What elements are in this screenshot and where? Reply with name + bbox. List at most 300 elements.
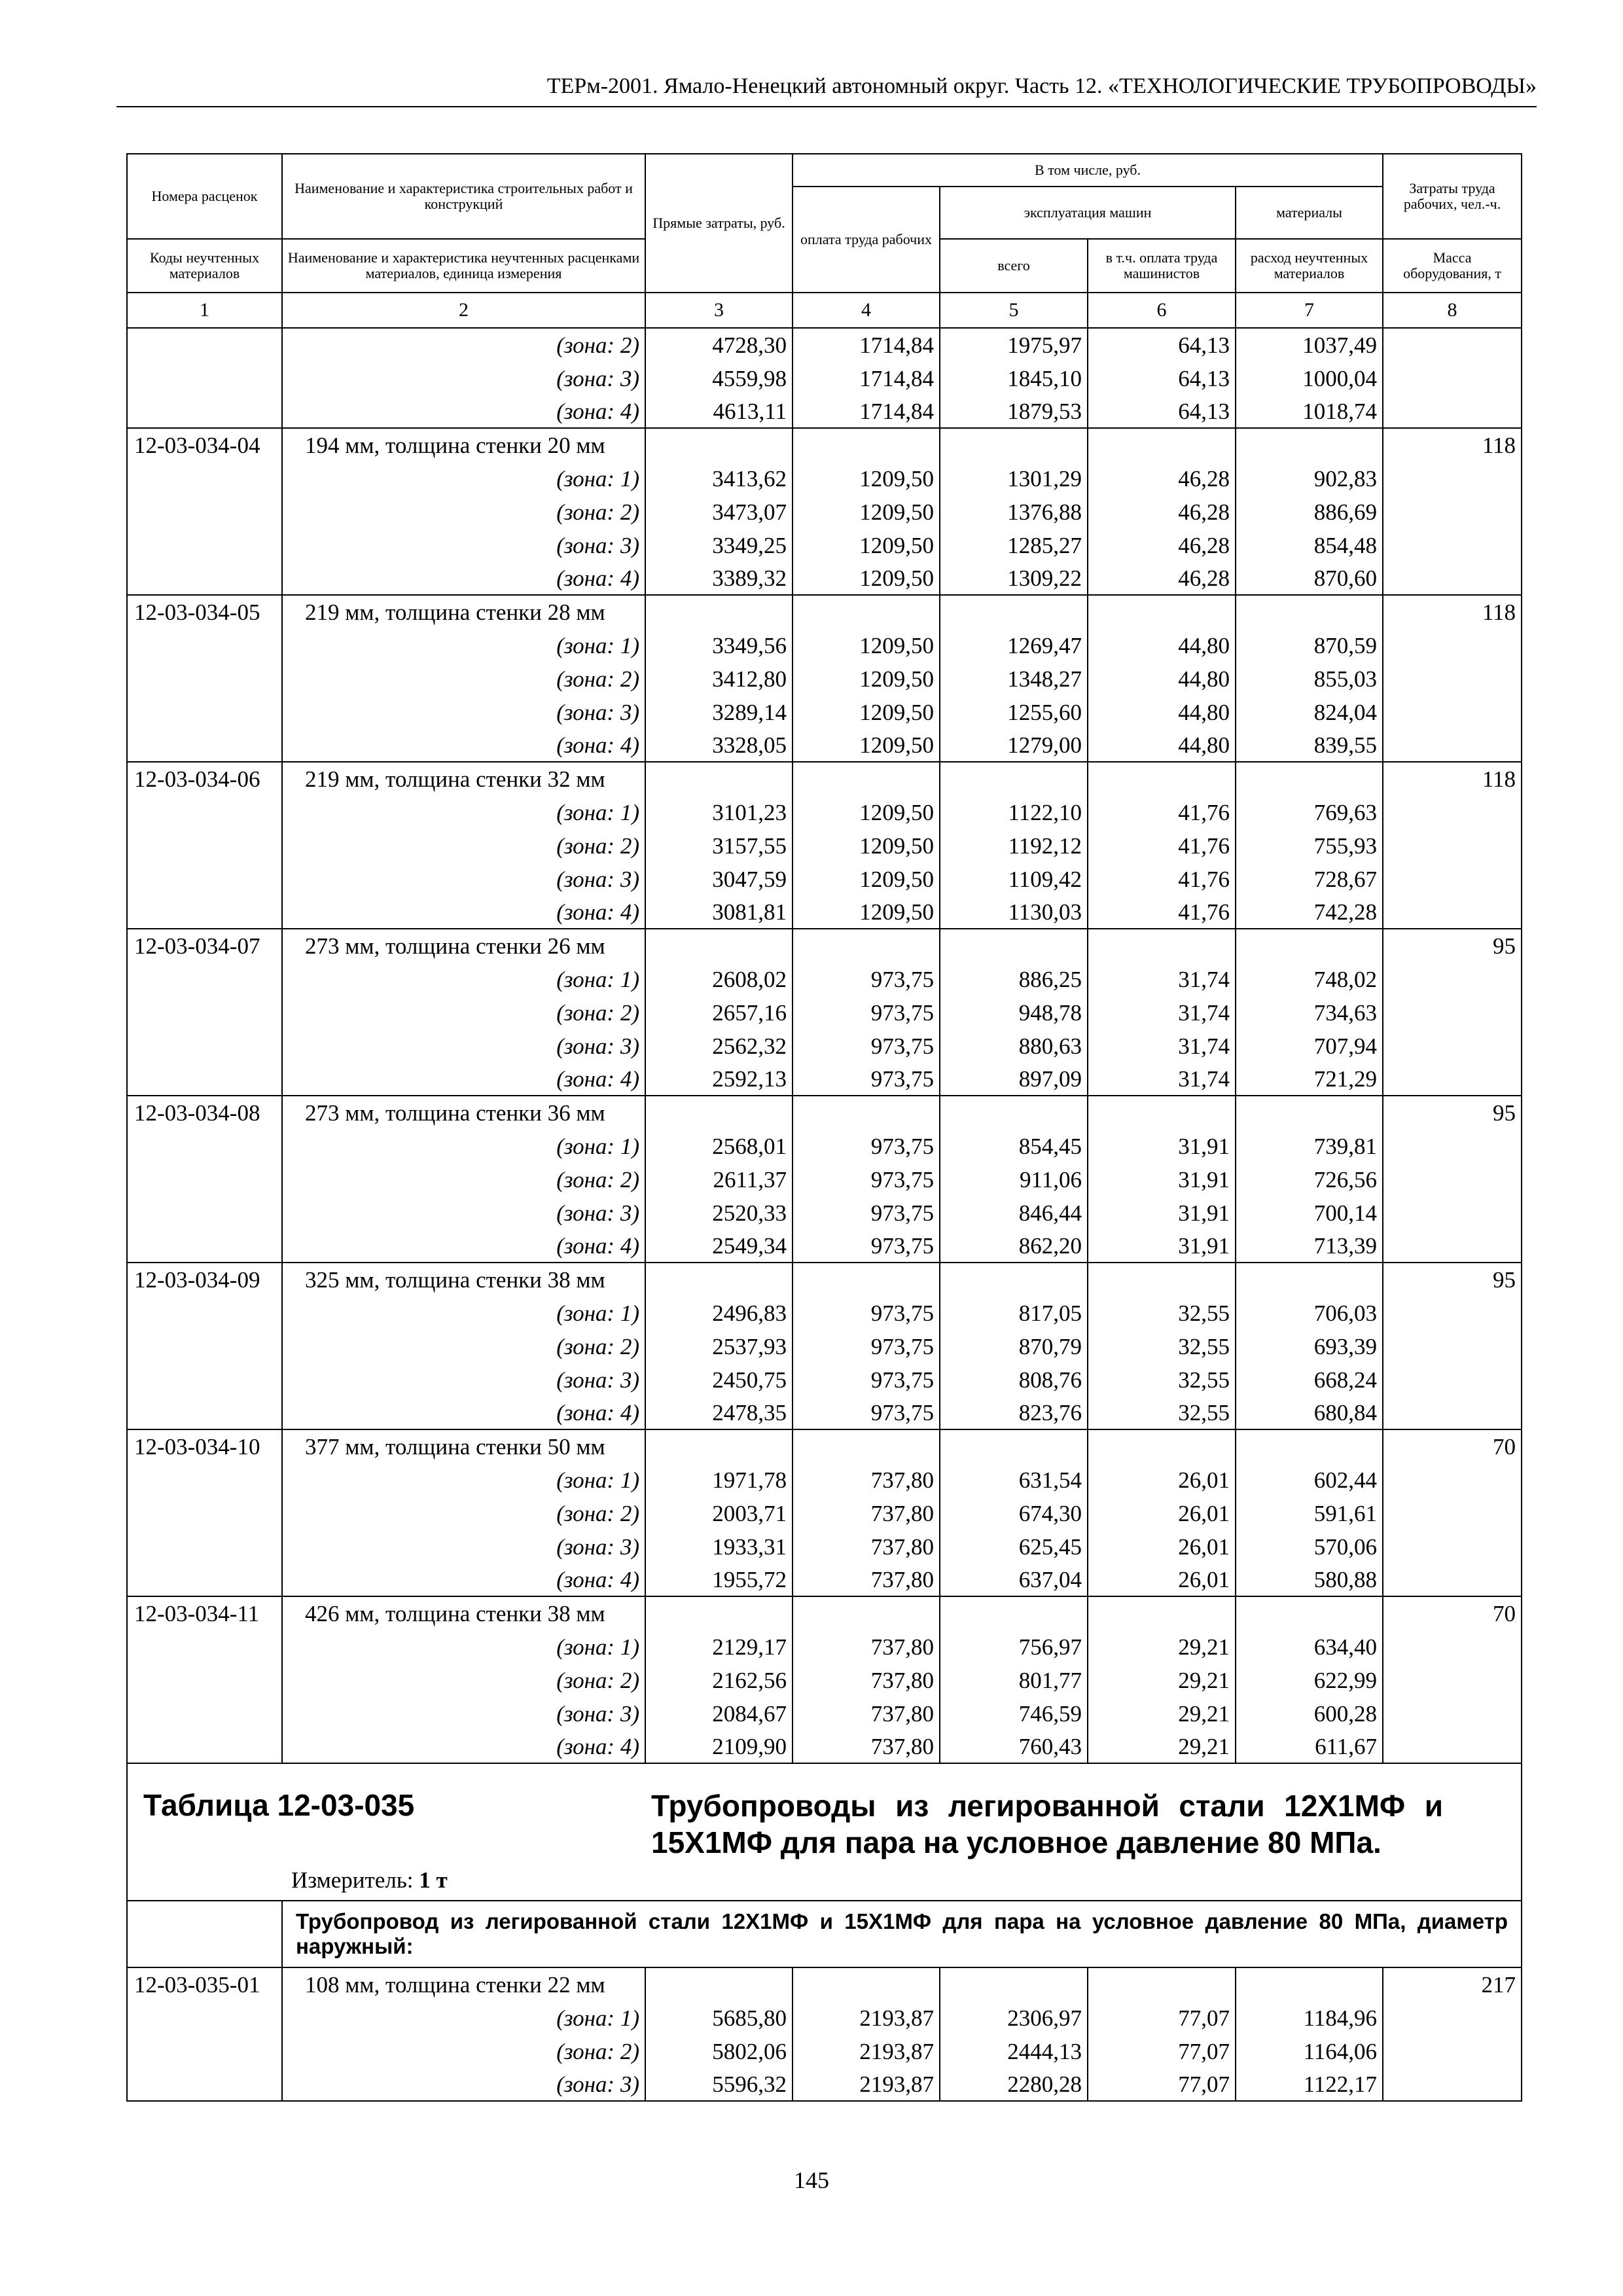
- zone-row: [127, 1530, 1522, 1563]
- machinist-wages: 46,28: [1088, 562, 1236, 595]
- zone-label: (зона: 4): [282, 1229, 645, 1263]
- table-header: [127, 154, 1522, 328]
- machinist-wages: 26,01: [1088, 1530, 1236, 1563]
- zone-row: [127, 862, 1522, 895]
- materials-cost: 707,94: [1236, 1029, 1383, 1062]
- zone-label: (зона: 2): [282, 1496, 645, 1530]
- wages-cost: 1714,84: [793, 361, 940, 395]
- empty-cell: [645, 428, 793, 461]
- direct-cost: 3473,07: [645, 495, 793, 528]
- machinist-wages: 26,01: [1088, 1496, 1236, 1530]
- machinist-wages: 29,21: [1088, 1663, 1236, 1696]
- direct-cost: 5596,32: [645, 2068, 793, 2101]
- zone-label: (зона: 2): [282, 1162, 645, 1196]
- empty-cell: [127, 2068, 282, 2101]
- empty-cell: [645, 595, 793, 628]
- materials-cost: 1000,04: [1236, 361, 1383, 395]
- zone-row: [127, 1496, 1522, 1530]
- empty-cell: [1383, 1696, 1522, 1730]
- col-labor: Затраты труда рабочих, чел.-ч.: [1383, 154, 1522, 239]
- empty-cell: [127, 1663, 282, 1696]
- wages-cost: 973,75: [793, 1162, 940, 1196]
- wages-cost: 973,75: [793, 1363, 940, 1396]
- empty-cell: [793, 1596, 940, 1630]
- empty-cell: [127, 695, 282, 728]
- machines-total: 1255,60: [940, 695, 1088, 728]
- materials-cost: 693,39: [1236, 1329, 1383, 1363]
- empty-cell: [127, 1563, 282, 1596]
- zone-row: [127, 361, 1522, 395]
- empty-cell: [793, 1096, 940, 1129]
- direct-cost: 3289,14: [645, 695, 793, 728]
- zone-row: [127, 795, 1522, 829]
- empty-cell: [127, 996, 282, 1029]
- zone-label: (зона: 3): [282, 1363, 645, 1396]
- wages-cost: 1209,50: [793, 728, 940, 762]
- empty-cell: [793, 1967, 940, 2001]
- empty-cell: [1236, 1596, 1383, 1630]
- wages-cost: 1209,50: [793, 862, 940, 895]
- direct-cost: 4559,98: [645, 361, 793, 395]
- machinist-wages: 32,55: [1088, 1296, 1236, 1329]
- col-mat-consumption: расход неучтенных материалов: [1236, 239, 1383, 293]
- empty-cell: [645, 762, 793, 795]
- empty-cell: [1383, 1229, 1522, 1263]
- zone-row: [127, 1663, 1522, 1696]
- item-header-row: [127, 595, 1522, 628]
- empty-cell: [1383, 2068, 1522, 2101]
- direct-cost: 2657,16: [645, 996, 793, 1029]
- zone-row: [127, 1563, 1522, 1596]
- zone-row: [127, 628, 1522, 662]
- machines-total: 1376,88: [940, 495, 1088, 528]
- col-in-total: В том числе, руб.: [793, 154, 1383, 187]
- empty-cell: [1383, 1396, 1522, 1429]
- empty-cell: [127, 962, 282, 996]
- zone-label: (зона: 3): [282, 695, 645, 728]
- col-number: 1: [127, 293, 282, 328]
- item-header-row: [127, 1263, 1522, 1296]
- direct-cost: 2549,34: [645, 1229, 793, 1263]
- wages-cost: 1209,50: [793, 528, 940, 562]
- empty-cell: [1383, 829, 1522, 862]
- empty-cell: [940, 428, 1088, 461]
- empty-cell: [940, 1429, 1088, 1463]
- empty-cell: [1383, 895, 1522, 929]
- materials-cost: 855,03: [1236, 662, 1383, 695]
- empty-cell: [1383, 695, 1522, 728]
- empty-cell: [1383, 795, 1522, 829]
- machines-total: 862,20: [940, 1229, 1088, 1263]
- machinist-wages: 64,13: [1088, 361, 1236, 395]
- wages-cost: 973,75: [793, 1296, 940, 1329]
- col-materials: материалы: [1236, 187, 1383, 239]
- machinist-wages: 41,76: [1088, 795, 1236, 829]
- item-code: 12-03-034-05: [127, 595, 282, 628]
- wages-cost: 1714,84: [793, 328, 940, 361]
- col-number: 5: [940, 293, 1088, 328]
- item-name: 325 мм, толщина стенки 38 мм: [282, 1263, 645, 1296]
- wages-cost: 737,80: [793, 1663, 940, 1696]
- machines-total: 1309,22: [940, 562, 1088, 595]
- wages-cost: 737,80: [793, 1730, 940, 1763]
- direct-cost: 3101,23: [645, 795, 793, 829]
- zone-label: (зона: 3): [282, 2068, 645, 2101]
- wages-cost: 737,80: [793, 1563, 940, 1596]
- zone-row: [127, 1162, 1522, 1196]
- col-mass: Масса оборудования, т: [1383, 239, 1522, 293]
- machinist-wages: 44,80: [1088, 728, 1236, 762]
- zone-label: (зона: 1): [282, 1129, 645, 1162]
- item-name: 219 мм, толщина стенки 32 мм: [282, 762, 645, 795]
- zone-row: [127, 328, 1522, 361]
- machines-total: 1269,47: [940, 628, 1088, 662]
- col-number: 2: [282, 293, 645, 328]
- zone-label: (зона: 2): [282, 1329, 645, 1363]
- empty-cell: [1088, 1596, 1236, 1630]
- zone-row: [127, 495, 1522, 528]
- empty-cell: [1383, 562, 1522, 595]
- zone-row: [127, 662, 1522, 695]
- wages-cost: 1714,84: [793, 395, 940, 428]
- empty-cell: [127, 795, 282, 829]
- materials-cost: 668,24: [1236, 1363, 1383, 1396]
- machines-total: 1879,53: [940, 395, 1088, 428]
- zone-label: (зона: 1): [282, 962, 645, 996]
- item-header-row: [127, 1596, 1522, 1630]
- col-name: Наименование и характеристика строительных работ и конструкций: [282, 154, 645, 239]
- wages-cost: 1209,50: [793, 662, 940, 695]
- materials-cost: 854,48: [1236, 528, 1383, 562]
- empty-cell: [127, 2001, 282, 2034]
- empty-cell: [127, 895, 282, 929]
- direct-cost: 4613,11: [645, 395, 793, 428]
- direct-cost: 2084,67: [645, 1696, 793, 1730]
- zone-label: (зона: 4): [282, 1730, 645, 1763]
- materials-cost: 713,39: [1236, 1229, 1383, 1263]
- machinist-wages: 41,76: [1088, 895, 1236, 929]
- machinist-wages: 64,13: [1088, 328, 1236, 361]
- zone-row: [127, 996, 1522, 1029]
- empty-cell: [1383, 1530, 1522, 1563]
- empty-cell: [127, 862, 282, 895]
- zone-label: (зона: 4): [282, 1396, 645, 1429]
- wages-cost: 1209,50: [793, 628, 940, 662]
- machines-total: 880,63: [940, 1029, 1088, 1062]
- empty-cell: [127, 562, 282, 595]
- empty-cell: [645, 1263, 793, 1296]
- empty-cell: [1383, 1296, 1522, 1329]
- empty-cell: [127, 1463, 282, 1496]
- empty-cell: [127, 1329, 282, 1363]
- materials-cost: 580,88: [1236, 1563, 1383, 1596]
- empty-cell: [1088, 929, 1236, 962]
- materials-cost: 902,83: [1236, 461, 1383, 495]
- wages-cost: 973,75: [793, 1129, 940, 1162]
- direct-cost: 3412,80: [645, 662, 793, 695]
- item-code: 12-03-034-10: [127, 1429, 282, 1463]
- direct-cost: 3081,81: [645, 895, 793, 929]
- zone-label: (зона: 3): [282, 1530, 645, 1563]
- empty-cell: [1088, 762, 1236, 795]
- empty-cell: [127, 461, 282, 495]
- empty-cell: [127, 1229, 282, 1263]
- zone-row: [127, 1363, 1522, 1396]
- empty-cell: [127, 395, 282, 428]
- empty-cell: [127, 1630, 282, 1663]
- materials-cost: 1122,17: [1236, 2068, 1383, 2101]
- labor-cost: 70: [1383, 1429, 1522, 1463]
- item-code: 12-03-035-01: [127, 1967, 282, 2001]
- wages-cost: 973,75: [793, 996, 940, 1029]
- empty-cell: [1236, 595, 1383, 628]
- direct-cost: 3328,05: [645, 728, 793, 762]
- empty-cell: [1088, 1967, 1236, 2001]
- direct-cost: 2496,83: [645, 1296, 793, 1329]
- direct-cost: 2537,93: [645, 1329, 793, 1363]
- machinist-wages: 77,07: [1088, 2001, 1236, 2034]
- machinist-wages: 29,21: [1088, 1696, 1236, 1730]
- empty-cell: [127, 1696, 282, 1730]
- col-mat-name: Наименование и характеристика неучтенных расценками материалов, единица измерения: [282, 239, 645, 293]
- empty-cell: [127, 528, 282, 562]
- machines-total: 631,54: [940, 1463, 1088, 1496]
- machines-total: 1845,10: [940, 361, 1088, 395]
- zone-row: [127, 895, 1522, 929]
- machinist-wages: 44,80: [1088, 662, 1236, 695]
- empty-cell: [127, 1129, 282, 1162]
- machines-total: 1122,10: [940, 795, 1088, 829]
- table-body-a: [127, 328, 1522, 1763]
- zone-row: [127, 2001, 1522, 2034]
- materials-cost: 726,56: [1236, 1162, 1383, 1196]
- empty-cell: [940, 1263, 1088, 1296]
- direct-cost: 2003,71: [645, 1496, 793, 1530]
- labor-cost: 118: [1383, 762, 1522, 795]
- page-number: 145: [794, 2167, 829, 2193]
- zone-row: [127, 1129, 1522, 1162]
- zone-label: (зона: 1): [282, 795, 645, 829]
- machines-total: 823,76: [940, 1396, 1088, 1429]
- zone-row: [127, 1463, 1522, 1496]
- machines-total: 625,45: [940, 1530, 1088, 1563]
- item-code: 12-03-034-04: [127, 428, 282, 461]
- item-name: 194 мм, толщина стенки 20 мм: [282, 428, 645, 461]
- machines-total: 1130,03: [940, 895, 1088, 929]
- machinist-wages: 31,74: [1088, 1029, 1236, 1062]
- wages-cost: 737,80: [793, 1463, 940, 1496]
- col-number: 4: [793, 293, 940, 328]
- item-code: 12-03-034-07: [127, 929, 282, 962]
- zone-label: (зона: 1): [282, 1463, 645, 1496]
- item-code: 12-03-034-06: [127, 762, 282, 795]
- direct-cost: 2592,13: [645, 1062, 793, 1096]
- empty-cell: [1383, 2001, 1522, 2034]
- materials-cost: 1164,06: [1236, 2034, 1383, 2068]
- empty-cell: [1236, 929, 1383, 962]
- wages-cost: 1209,50: [793, 495, 940, 528]
- wages-cost: 1209,50: [793, 829, 940, 862]
- materials-cost: 600,28: [1236, 1696, 1383, 1730]
- machines-total: 746,59: [940, 1696, 1088, 1730]
- wages-cost: 1209,50: [793, 895, 940, 929]
- machines-total: 846,44: [940, 1196, 1088, 1229]
- empty-cell: [1236, 762, 1383, 795]
- zone-row: [127, 528, 1522, 562]
- table-label: Таблица 12-03-035: [143, 1788, 415, 1822]
- zone-row: [127, 1329, 1522, 1363]
- empty-cell: [127, 662, 282, 695]
- machines-total: 1301,29: [940, 461, 1088, 495]
- empty-cell: [940, 1967, 1088, 2001]
- zone-row: [127, 2034, 1522, 2068]
- item-name: 377 мм, толщина стенки 50 мм: [282, 1429, 645, 1463]
- empty-cell: [1236, 428, 1383, 461]
- direct-cost: 1955,72: [645, 1563, 793, 1596]
- zone-label: (зона: 2): [282, 996, 645, 1029]
- zone-row: [127, 1029, 1522, 1062]
- direct-cost: 2162,56: [645, 1663, 793, 1696]
- wages-cost: 973,75: [793, 1029, 940, 1062]
- machinist-wages: 31,91: [1088, 1162, 1236, 1196]
- machinist-wages: 32,55: [1088, 1363, 1236, 1396]
- item-header-row: [127, 1967, 1522, 2001]
- zone-label: (зона: 2): [282, 1663, 645, 1696]
- machinist-wages: 44,80: [1088, 695, 1236, 728]
- labor-cost: 217: [1383, 1967, 1522, 2001]
- zone-row: [127, 829, 1522, 862]
- machinist-wages: 46,28: [1088, 528, 1236, 562]
- zone-label: (зона: 4): [282, 728, 645, 762]
- empty-cell: [940, 595, 1088, 628]
- zone-row: [127, 2068, 1522, 2101]
- machines-total: 1975,97: [940, 328, 1088, 361]
- machines-total: 801,77: [940, 1663, 1088, 1696]
- wages-cost: 1209,50: [793, 461, 940, 495]
- item-code: 12-03-034-09: [127, 1263, 282, 1296]
- empty-cell: [1088, 1429, 1236, 1463]
- empty-cell: [127, 2034, 282, 2068]
- direct-cost: 3349,56: [645, 628, 793, 662]
- empty-cell: [940, 762, 1088, 795]
- empty-cell: [940, 1096, 1088, 1129]
- direct-cost: 2129,17: [645, 1630, 793, 1663]
- col-incl-wages: в т.ч. оплата труда машинистов: [1088, 239, 1236, 293]
- labor-cost: 70: [1383, 1596, 1522, 1630]
- item-header-row: [127, 428, 1522, 461]
- materials-cost: 700,14: [1236, 1196, 1383, 1229]
- empty-cell: [1383, 1329, 1522, 1363]
- direct-cost: 3413,62: [645, 461, 793, 495]
- col-direct: Прямые затраты, руб.: [645, 154, 793, 293]
- item-header-row: [127, 929, 1522, 962]
- zone-row: [127, 728, 1522, 762]
- empty-cell: [1236, 1429, 1383, 1463]
- wages-cost: 2193,87: [793, 2001, 940, 2034]
- price-table: [126, 153, 1522, 2102]
- empty-cell: [1383, 1129, 1522, 1162]
- machines-total: 1109,42: [940, 862, 1088, 895]
- direct-cost: 1933,31: [645, 1530, 793, 1563]
- col-total: всего: [940, 239, 1088, 293]
- measure-unit-value: 1 т: [419, 1867, 448, 1893]
- empty-cell: [1383, 1496, 1522, 1530]
- empty-cell: [793, 929, 940, 962]
- direct-cost: 4728,30: [645, 328, 793, 361]
- machinist-wages: 31,74: [1088, 1062, 1236, 1096]
- direct-cost: 1971,78: [645, 1463, 793, 1496]
- empty-cell: [127, 728, 282, 762]
- group-title: Трубопровод из легированной стали 12Х1МФ и 15Х1МФ для пара на условное давление 80 МПа, диаметр наружный:: [282, 1901, 1522, 1967]
- materials-cost: 634,40: [1236, 1630, 1383, 1663]
- item-header-row: [127, 762, 1522, 795]
- wages-cost: 737,80: [793, 1696, 940, 1730]
- labor-cost: 95: [1383, 1096, 1522, 1129]
- machinist-wages: 29,21: [1088, 1630, 1236, 1663]
- empty-cell: [645, 1596, 793, 1630]
- materials-cost: 611,67: [1236, 1730, 1383, 1763]
- direct-cost: 2562,32: [645, 1029, 793, 1062]
- empty-cell: [127, 829, 282, 862]
- materials-cost: 706,03: [1236, 1296, 1383, 1329]
- col-number: 8: [1383, 293, 1522, 328]
- zone-row: [127, 1630, 1522, 1663]
- table-title-block: [127, 1763, 1522, 1967]
- materials-cost: 824,04: [1236, 695, 1383, 728]
- empty-cell: [1383, 328, 1522, 361]
- wages-cost: 973,75: [793, 1062, 940, 1096]
- wages-cost: 2193,87: [793, 2034, 940, 2068]
- machines-total: 2306,97: [940, 2001, 1088, 2034]
- empty-cell: [1236, 1263, 1383, 1296]
- direct-cost: 2450,75: [645, 1363, 793, 1396]
- labor-cost: 95: [1383, 1263, 1522, 1296]
- empty-cell: [793, 1263, 940, 1296]
- labor-cost: 118: [1383, 428, 1522, 461]
- col-number: 3: [645, 293, 793, 328]
- empty-cell: [127, 1062, 282, 1096]
- wages-cost: 1209,50: [793, 562, 940, 595]
- machines-total: 870,79: [940, 1329, 1088, 1363]
- direct-cost: 5802,06: [645, 2034, 793, 2068]
- zone-label: (зона: 2): [282, 328, 645, 361]
- labor-cost: 95: [1383, 929, 1522, 962]
- col-number: 6: [1088, 293, 1236, 328]
- empty-cell: [1383, 1663, 1522, 1696]
- empty-cell: [127, 1296, 282, 1329]
- zone-row: [127, 1396, 1522, 1429]
- machines-total: 637,04: [940, 1563, 1088, 1596]
- materials-cost: 728,67: [1236, 862, 1383, 895]
- wages-cost: 973,75: [793, 962, 940, 996]
- direct-cost: 3157,55: [645, 829, 793, 862]
- machinist-wages: 32,55: [1088, 1329, 1236, 1363]
- labor-cost: 118: [1383, 595, 1522, 628]
- zone-label: (зона: 4): [282, 562, 645, 595]
- machinist-wages: 64,13: [1088, 395, 1236, 428]
- item-name: 273 мм, толщина стенки 36 мм: [282, 1096, 645, 1129]
- wages-cost: 737,80: [793, 1530, 940, 1563]
- zone-label: (зона: 3): [282, 1029, 645, 1062]
- zone-label: (зона: 1): [282, 1296, 645, 1329]
- empty-cell: [1088, 1263, 1236, 1296]
- empty-cell: [127, 328, 282, 361]
- empty-cell: [1088, 1096, 1236, 1129]
- empty-cell: [1236, 1967, 1383, 2001]
- zone-label: (зона: 2): [282, 2034, 645, 2068]
- zone-row: [127, 461, 1522, 495]
- empty-cell: [127, 1396, 282, 1429]
